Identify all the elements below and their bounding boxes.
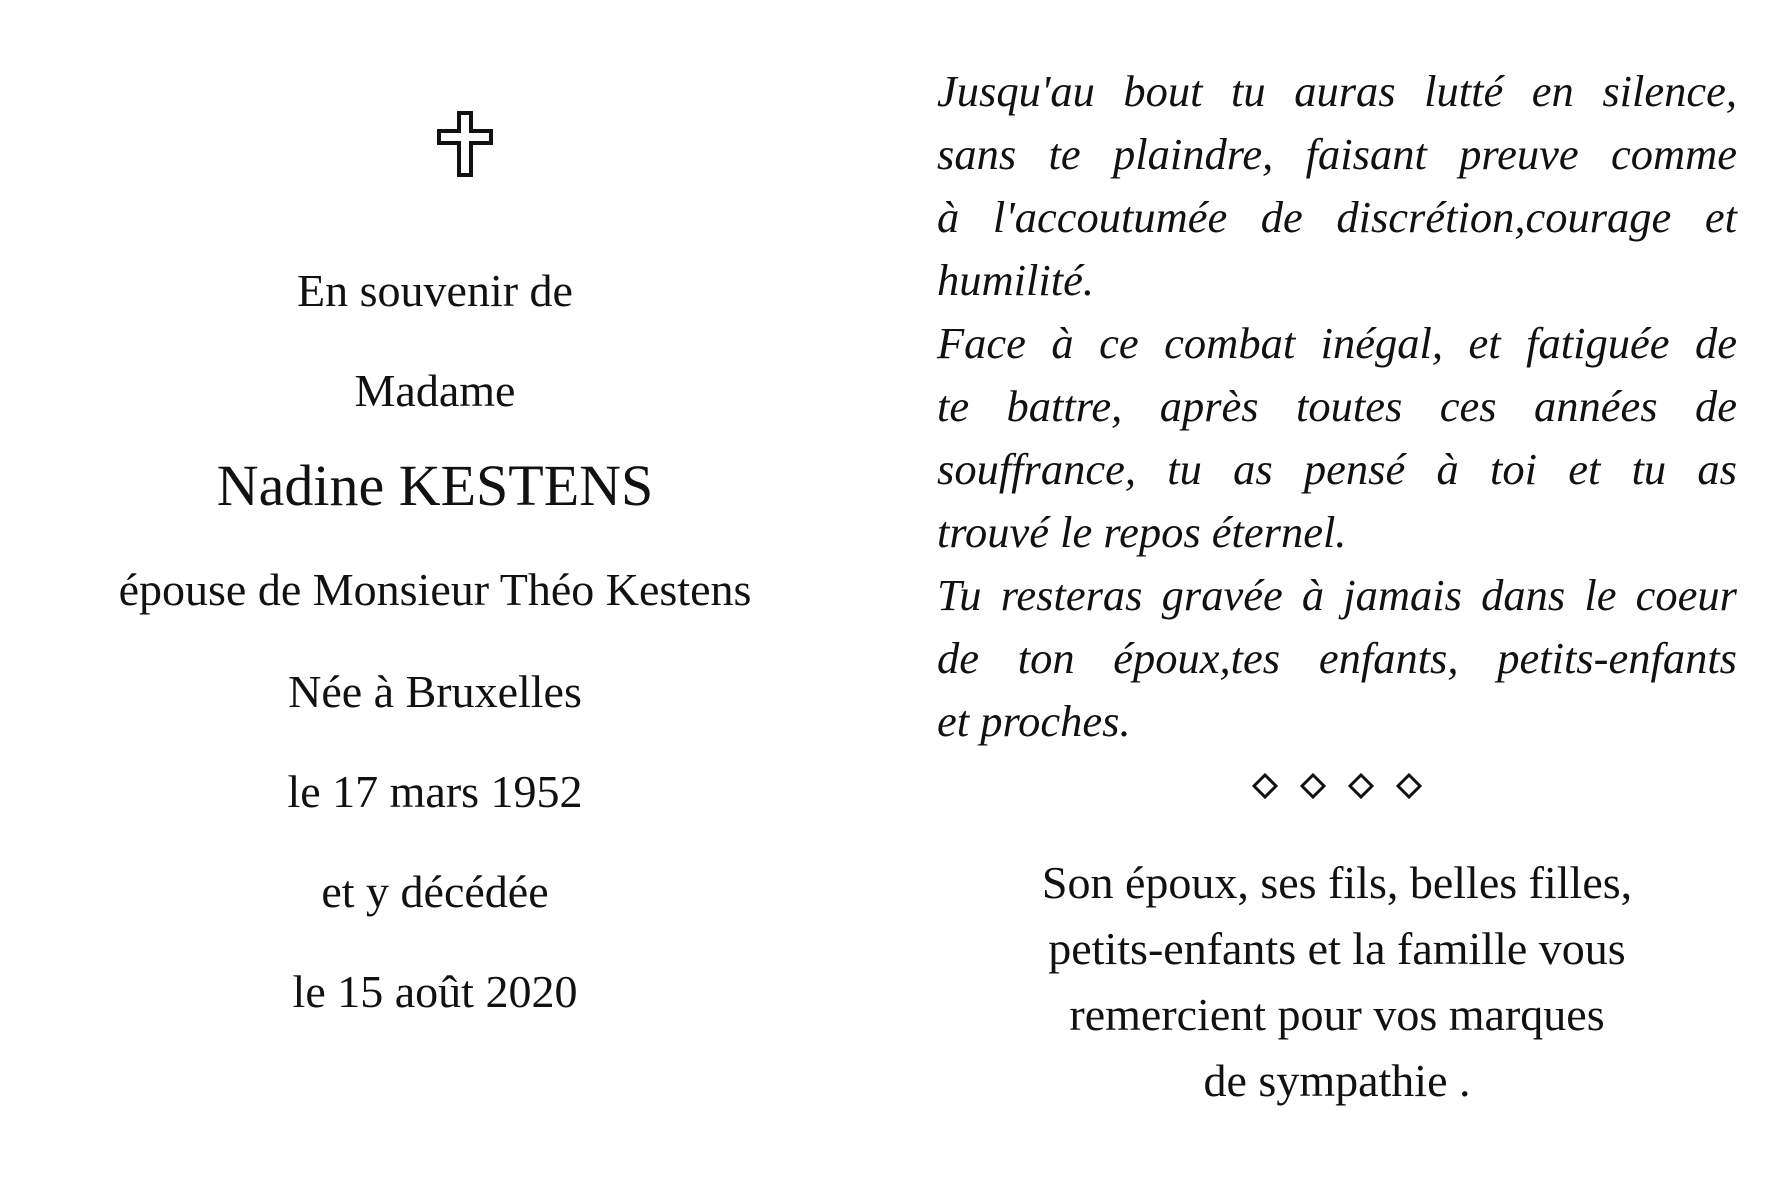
- death-place-text: et y décédée: [321, 866, 549, 917]
- birth-place-text: Née à Bruxelles: [288, 666, 582, 717]
- memorial-left-panel: [40, 0, 830, 1181]
- diamond-icon: [1347, 772, 1375, 800]
- poem-line: Jusqu'au bout tu auras lutté en silence,: [937, 66, 1737, 116]
- spouse-text: épouse de Monsieur Théo Kestens: [118, 564, 752, 615]
- poem-line: Face à ce combat inégal, et fatiguée de: [937, 318, 1737, 368]
- title-text: Madame: [354, 365, 516, 416]
- poem-line: sans te plaindre, faisant preuve comme: [937, 129, 1737, 179]
- cross-icon: [435, 111, 495, 177]
- birth-date-text: le 17 mars 1952: [287, 766, 583, 817]
- deceased-name: Nadine KESTENS: [216, 453, 654, 518]
- poem-line: te battre, après toutes ces années de: [937, 381, 1737, 431]
- thanks-line: petits-enfants et la famille vous: [1048, 923, 1626, 974]
- poem-line: humilité.: [937, 255, 1094, 305]
- thanks-message: [937, 850, 1737, 1114]
- diamond-icon: [1299, 772, 1327, 800]
- thanks-line: de sympathie .: [1203, 1055, 1471, 1106]
- poem-line: souffrance, tu as pensé à toi et tu as: [937, 444, 1737, 494]
- diamond-icon: [1251, 772, 1279, 800]
- poem-line: de ton époux,tes enfants, petits-enfants: [937, 633, 1737, 683]
- diamond-ornament: [937, 772, 1737, 812]
- poem-line: à l'accoutumée de discrétion,courage et: [937, 192, 1737, 242]
- poem-line: et proches.: [937, 696, 1131, 746]
- memorial-right-panel: [937, 0, 1747, 1181]
- poem: [937, 60, 1737, 753]
- poem-line: Tu resteras gravée à jamais dans le coeur: [937, 570, 1737, 620]
- thanks-line: remercient pour vos marques: [1069, 989, 1605, 1040]
- intro-text: En souvenir de: [297, 265, 573, 316]
- death-date-text: le 15 août 2020: [292, 966, 578, 1017]
- poem-line: trouvé le repos éternel.: [937, 507, 1347, 557]
- diamond-icon: [1395, 772, 1423, 800]
- thanks-line: Son époux, ses fils, belles filles,: [1041, 857, 1633, 908]
